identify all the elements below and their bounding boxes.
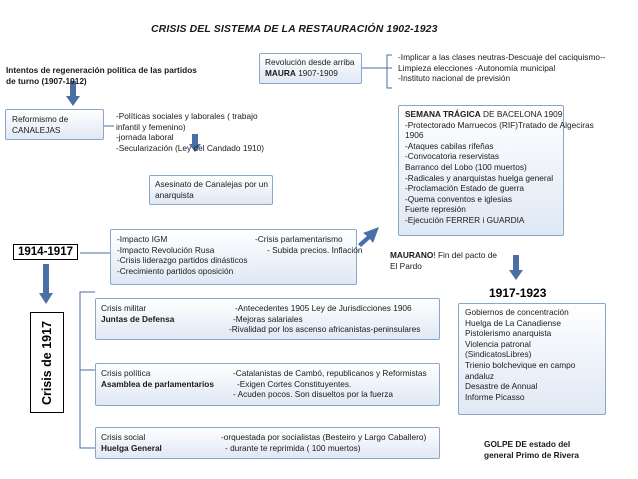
semana-tragica-line: Fuerte represión [405,204,466,215]
maura-years: 1907-1909 [295,67,338,78]
canalejas-box-line-2: CANALEJAS [12,124,61,135]
crisis-militar-line: -Rivalidad por los ascenso africanistas-peninsulares [229,324,421,335]
semana-tragica-line: -Quema conventos e iglesias [405,193,512,204]
crisis-militar-label [101,303,174,324]
period-1914-1917: 1914-1917 [13,244,78,260]
intentos-line-1: Intentos de regeneración política de las partidos [6,65,197,75]
semana-tragica-line: -Ejecución FERRER i GUARDIA [405,214,525,225]
maura-measure: Limpieza elecciones -Autonomía municipal [398,62,556,73]
maurano-name: MAURANO [390,250,434,260]
semana-tragica-place: DE BACELONA 1909 [480,109,563,119]
impacto-item: -Crisis parlamentarismo [255,234,343,244]
huelga-general: Huelga General [101,442,162,453]
crisis-militar-details [229,303,420,335]
maurano-line-2: El Pardo [390,260,422,271]
golpe-note [484,439,579,460]
gobiernos-item: (SindicatosLibres) [465,349,532,360]
arrow-down-icon [509,255,523,281]
gobiernos-item: Gobiernos de concentración [465,307,569,317]
intentos-line-2: de turno (1907-1912) [6,75,87,86]
semana-tragica-line: -Proclamación Estado de guerra [405,183,524,194]
impacto-right [255,234,362,255]
impacto-item: -Impacto IGM [117,234,168,244]
maurano-note [390,250,497,271]
canalejas-measure: infantil y femenino) [116,121,186,132]
semana-tragica-title [405,109,563,120]
canalejas-measures [116,111,264,153]
page-title: CRISIS DEL SISTEMA DE LA RESTAURACIÓN 1902-1923 [151,23,438,35]
gobiernos-item: Pistolerismo anarquista [465,328,552,339]
semana-tragica-name: SEMANA TRÁGICA [405,109,481,119]
gobiernos-item: Huelga de La Canadiense [465,317,561,328]
crisis-politica-line: - Acuden pocos. Son disueltos por la fuerza [233,389,394,400]
crisis-politica-details [233,368,427,400]
crisis-militar-line: -Antecedentes 1905 Ley de Jurisdicciones 1906 [235,303,412,313]
crisis-1917-label: Crisis de 1917 [40,320,54,405]
asesinato-line-1: Asesinato de Canalejas por un [155,179,269,189]
impacto-box [110,229,363,285]
maura-measures [398,52,606,84]
gobiernos-item: Trienio bolchevique en campo [465,359,576,370]
gobiernos-box [458,303,606,415]
impacto-left [117,234,248,276]
maura-box [259,53,362,84]
period-1917-1923: 1917-1923 [489,286,547,300]
canalejas-measure: -Secularización (Ley del Candado 1910) [116,142,265,153]
semana-tragica-line: -Convocatoria reservistas [405,151,500,162]
crisis-militar-name: Crisis militar [101,303,147,313]
crisis-politica-box [95,363,440,406]
intentos-heading [6,65,197,86]
arrow-down-icon [39,264,53,304]
crisis-social-details [221,432,426,453]
impacto-item: -Crisis liderazgo partidos dinásticos [117,255,248,266]
maurano-rest: ! Fin del pacto de [433,250,497,260]
gobiernos-item: Violencia patronal [465,338,531,349]
maura-box-line-2 [265,68,356,79]
semana-tragica-line: 1906 [405,130,424,141]
crisis-militar-line: -Mejoras salariales [233,313,303,324]
canalejas-measure: -Políticas sociales y laborales ( trabajo [116,111,258,121]
semana-tragica-line: -Radicales y anarquistas huelga general [405,172,554,183]
crisis-1917-frame [30,312,64,413]
impacto-item: - Subida precios. Inflación [267,244,363,255]
crisis-politica-line: -Exigen Cortes Constituyentes. [237,378,352,389]
crisis-social-name: Crisis social [101,432,146,442]
gobiernos-item: andaluz [465,370,495,381]
semana-tragica-line: Barranco del Lobo (100 muertos) [405,161,527,172]
impacto-item: -Impacto Revolución Rusa [117,244,215,255]
canalejas-box-line-1: Reformismo de [12,114,69,124]
crisis-social-box [95,427,440,459]
asesinato-line-2: anarquista [155,189,194,200]
crisis-social-line: - durante te reprimida ( 100 muertos) [225,442,361,453]
crisis-militar-box [95,298,440,340]
crisis-social-line: -orquestada por socialistas (Besteiro y Largo Caballero) [221,432,427,442]
crisis-social-label [101,432,162,453]
gobiernos-item: Informe Picasso [465,391,525,402]
maura-measure: -Implicar a las clases neutras-Descuaje del caciquismo-- [398,52,606,62]
canalejas-measure: -jornada laboral [116,132,174,143]
asesinato-box [149,175,273,205]
impacto-item: -Crecimiento partidos oposición [117,265,234,276]
semana-tragica-box [398,105,594,236]
maurano-line-1 [390,250,497,261]
maura-name: MAURA [265,67,296,78]
maura-box-line-1: Revolución desde arriba [265,57,355,67]
canalejas-box [5,109,104,140]
crisis-politica-name: Crisis política [101,368,151,378]
crisis-politica-line: -Catalanistas de Cambó, republicanos y Reformistas [233,368,427,378]
golpe-line-2: general Primo de Rivera [484,449,579,460]
gobiernos-item: Desastre de Annual [465,381,538,392]
crisis-politica-label [101,368,214,389]
maura-measure: -Instituto nacional de previsión [398,73,511,84]
juntas-defensa: Juntas de Defensa [101,313,175,324]
asamblea-parlamentarios: Asamblea de parlamentarios [101,378,214,389]
semana-tragica-line: -Ataques cabilas rifeñas [405,140,494,151]
golpe-line-1: GOLPE DE estado del [484,439,571,449]
semana-tragica-line: -Protectorado Marruecos (RIF)Tratado de Algeciras [405,119,594,130]
